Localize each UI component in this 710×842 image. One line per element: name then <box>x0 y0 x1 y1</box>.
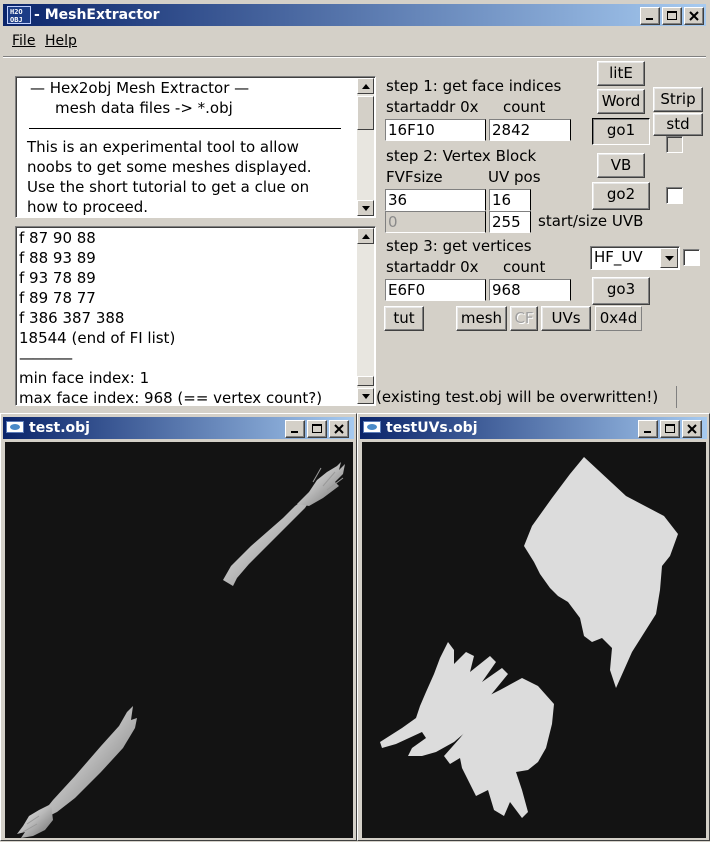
intro-line: noobs to get some meshes displayed. <box>27 158 312 176</box>
close-button[interactable] <box>329 420 349 438</box>
fvf-size-input[interactable]: 36 <box>385 189 486 211</box>
log-line: min face index: 1 <box>19 369 150 387</box>
step3-addr-input[interactable]: E6F0 <box>385 279 486 301</box>
format-checkbox[interactable] <box>683 249 700 266</box>
log-line: max face index: 968 (== vertex count?) <box>19 389 323 406</box>
uvb-size-input[interactable]: 255 <box>489 211 531 233</box>
test-obj-window[interactable] <box>0 413 357 841</box>
close-icon <box>334 424 344 434</box>
scroll-up-button[interactable] <box>357 228 374 244</box>
step2-group <box>385 146 586 188</box>
intro-subheading: mesh data files -> *.obj <box>55 99 233 117</box>
minimize-button[interactable] <box>285 420 305 438</box>
window-title-text: MeshExtractor <box>44 7 160 23</box>
minimize-button[interactable] <box>638 420 658 438</box>
uvs-button[interactable]: UVs <box>541 306 591 331</box>
step3-count-input[interactable]: 968 <box>489 279 571 301</box>
status-box <box>376 386 677 408</box>
scroll-thumb[interactable] <box>357 96 374 130</box>
close-button[interactable] <box>684 7 704 25</box>
step3-addr-label: startaddr 0x <box>386 258 479 276</box>
arrow-down-icon <box>362 206 370 211</box>
uvb-start-input[interactable]: 0 <box>385 211 486 233</box>
go2-checkbox[interactable] <box>666 187 683 204</box>
menu-divider <box>3 56 706 58</box>
arrow-down-icon <box>362 394 370 399</box>
app-icon[interactable]: H2O OBJ <box>7 6 31 24</box>
close-icon <box>689 11 699 21</box>
scroll-down-button[interactable] <box>357 200 374 216</box>
uvb-label: start/size UVB <box>536 211 657 233</box>
std-checkbox[interactable] <box>666 136 683 153</box>
step2-fvf-label: FVFsize <box>386 168 443 186</box>
test-uvs-title: testUVs.obj <box>386 420 478 436</box>
menu-file[interactable]: File <box>12 33 36 49</box>
maximize-icon <box>312 424 322 434</box>
maximize-icon <box>667 11 677 21</box>
close-icon <box>687 424 697 434</box>
arrow-up-icon <box>362 234 370 239</box>
log-line: f 93 78 89 <box>19 269 96 287</box>
scroll-thumb[interactable] <box>357 376 374 386</box>
status-text: (existing test.obj will be overwritten!) <box>376 388 659 406</box>
vertex-format-select[interactable] <box>590 246 680 270</box>
mesh-render <box>5 442 353 838</box>
step3-title: step 3: get vertices <box>386 237 532 255</box>
scroll-down-button[interactable] <box>357 388 374 404</box>
intro-line: how to proceed. <box>27 198 149 216</box>
dropdown-button[interactable] <box>660 248 678 268</box>
step1-addr-label: startaddr 0x <box>386 98 479 116</box>
go3-button[interactable]: go3 <box>592 277 650 305</box>
log-line: ———— <box>19 349 71 367</box>
step3-group <box>385 236 586 278</box>
minimize-button[interactable] <box>640 7 660 25</box>
minimize-icon <box>645 11 655 21</box>
log-scrollbar[interactable] <box>357 228 374 404</box>
arrow-up-icon <box>362 84 370 89</box>
maximize-button[interactable] <box>660 420 680 438</box>
log-line: f 386 387 388 <box>19 309 125 327</box>
arm-mesh-lower <box>17 706 137 838</box>
test-uvs-title-bar[interactable] <box>360 417 707 439</box>
chevron-down-icon <box>665 256 674 261</box>
minimize-icon <box>290 424 300 434</box>
log-line: 18544 (end of FI list) <box>19 329 176 347</box>
test-obj-viewport[interactable] <box>5 442 353 838</box>
log-panel[interactable] <box>15 226 376 406</box>
test-uvs-window[interactable] <box>357 413 710 841</box>
intro-separator <box>29 128 341 129</box>
uv-island-upper <box>524 457 678 688</box>
intro-line: This is an experimental tool to allow <box>27 138 299 156</box>
close-button[interactable] <box>682 420 702 438</box>
menu-help[interactable]: Help <box>45 33 77 49</box>
test-obj-title-bar[interactable] <box>3 417 354 439</box>
intro-scrollbar[interactable] <box>357 78 374 216</box>
log-line: f 89 78 77 <box>19 289 96 307</box>
cf-button[interactable]: CF <box>510 306 538 331</box>
uv-layout-render <box>362 442 706 838</box>
step2-title: step 2: Vertex Block <box>386 147 537 165</box>
word-button[interactable]: Word <box>597 89 645 114</box>
lite-button[interactable]: litE <box>597 61 645 86</box>
hex-button[interactable]: 0x4d <box>595 306 642 331</box>
intro-line: Use the short tutorial to get a clue on <box>27 178 310 196</box>
window-icon[interactable] <box>6 421 24 435</box>
step1-count-label: count <box>503 98 546 116</box>
step3-count-label: count <box>503 258 546 276</box>
maximize-icon <box>665 424 675 434</box>
window-icon[interactable] <box>363 421 381 435</box>
go2-button[interactable]: go2 <box>592 182 650 210</box>
uv-pos-input[interactable]: 16 <box>489 189 531 211</box>
maximize-button[interactable] <box>662 7 682 25</box>
main-title-bar[interactable] <box>3 4 706 26</box>
mesh-button[interactable]: mesh <box>456 306 507 331</box>
step1-addr-input[interactable]: 16F10 <box>385 119 486 141</box>
arm-mesh-upper <box>223 462 345 586</box>
log-line: f 88 93 89 <box>19 249 96 267</box>
window-title: - MeshExtractor <box>34 7 160 23</box>
test-obj-title: test.obj <box>29 420 90 436</box>
step1-title: step 1: get face indices <box>386 77 562 95</box>
test-uvs-viewport[interactable] <box>362 442 706 838</box>
std-button[interactable]: std <box>653 113 703 136</box>
scroll-up-button[interactable] <box>357 78 374 94</box>
menu-bar <box>3 30 706 52</box>
minimize-icon <box>643 424 653 434</box>
step1-count-input[interactable]: 2842 <box>489 119 571 141</box>
vb-button[interactable]: VB <box>597 153 645 178</box>
strip-button[interactable]: Strip <box>653 87 703 112</box>
log-line: f 87 90 88 <box>19 229 96 247</box>
tut-button[interactable]: tut <box>384 306 424 331</box>
step2-uv-label: UV pos <box>488 168 541 186</box>
intro-heading: — Hex2obj Mesh Extractor — <box>30 79 250 97</box>
step1-group <box>385 76 586 118</box>
vertex-format-value: HF_UV <box>594 248 643 266</box>
maximize-button[interactable] <box>307 420 327 438</box>
intro-panel[interactable] <box>15 76 376 218</box>
go1-button[interactable]: go1 <box>592 118 650 145</box>
